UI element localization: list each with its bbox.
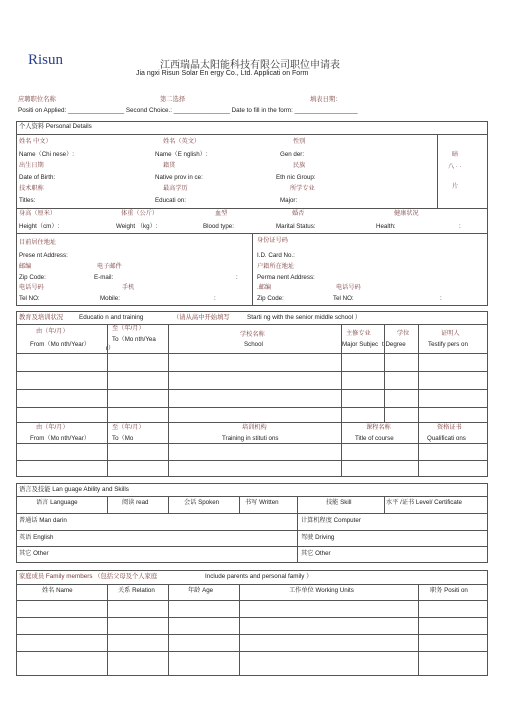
lang-row-mandarin: 普通话 Man darin [19,517,67,524]
train-from-cn: 由（年/月） [36,424,69,431]
field-weight[interactable]: Weight （kg）: [116,223,158,230]
lang-header-language: 语言 Language [36,499,78,506]
skill-row-driving: 驾驶 Driving [301,534,335,541]
label-marital-cn: 婚否 [292,210,305,217]
field-tel2[interactable]: Tel NO: [333,295,354,302]
field-native[interactable]: Native prov in ce: [155,174,203,181]
field-present-address[interactable]: Prese nt Address: [19,252,68,259]
train-to-cn: 至（年/月） [112,424,145,431]
field-permanent-address[interactable]: Perma nent Address: [257,274,315,281]
tel2-colon: : [440,295,442,302]
field-blood[interactable]: Blood type: [203,223,234,230]
field-height[interactable]: Height（cm）: [19,223,60,230]
label-native-cn: 籍贯 [163,162,176,169]
edu-testify-cn: 证明人 [441,330,460,337]
label-health-cn: 健康状况 [394,210,419,217]
field-zip2[interactable]: Zip Code: [257,295,284,302]
label-major-cn: 所学专业 [290,185,315,192]
train-inst-cn: 培训机构 [242,424,267,431]
field-name-chinese[interactable]: Name（Chi nese）: [19,151,75,158]
field-name-english[interactable]: Name（E nglish）: [155,151,208,158]
field-zip[interactable]: Zip Code: [19,274,46,281]
application-line[interactable]: Positi on Applied: ________________ Second Choice.: ________________ Date to fill in the form: __________________ [18,107,358,114]
photo-label-1: 暗 [452,151,459,158]
position-applied-cn: 应聘职位名称 [18,96,56,103]
email-colon: : [236,274,238,281]
fill-date-cn: 填表日期： [310,96,342,103]
form-title-en: Jia ngxi Risun Solar En ergy Co., Ltd. Applicati on Form [136,70,309,77]
lang-row-other: 其它 Other [19,550,49,557]
field-gender[interactable]: Gen der: [280,151,305,158]
field-id-card[interactable]: I.D. Card No.: [257,252,295,259]
label-ethnic-cn: 民族 [293,162,306,169]
edu-major-header: Major Subjec [342,341,379,348]
lang-header-spoken: 会话 Spoken [184,499,220,506]
section-family-en: Include parents and personal family ） [205,573,313,580]
family-header-name: 姓名 Name [42,587,73,594]
family-header-position: 职务 Positi on [430,587,468,594]
section-education-cn: 教育及培训状况 [19,314,64,321]
section-language: 语言及技能 Lan guage Ability and Skills [19,486,129,493]
photo-label-2: 八 · · [448,163,462,170]
train-to-header: To（Mo [112,435,134,442]
label-education-cn: 最高学历 [163,185,188,192]
field-email[interactable]: E-mail: [94,274,114,281]
field-ethnic[interactable]: Eth nic Group: [276,174,316,181]
section-education-en: Educatio n and training [79,314,144,321]
field-marital[interactable]: Marital Status: [276,223,316,230]
lang-header-written: 书写 Written [245,499,279,506]
label-height-cn: 身高（厘米） [19,210,57,217]
train-qual-cn: 资格证书 [437,424,462,431]
label-mobile-cn: 手机 [122,284,135,291]
label-present-cn: 目前居住地址 [19,239,57,246]
label-gender-cn: 性别 [293,138,306,145]
label-title-cn: 技术职称 [19,185,44,192]
field-health[interactable]: Health: [376,223,396,230]
section-family-cn: 家庭成员 Family members （包括父母及个人家庭 [19,573,158,580]
field-major[interactable]: Major: [280,197,298,204]
lang-header-skill: 技能 Skill [326,499,352,506]
edu-to-header: To（Mo nth/Yea [112,336,156,343]
field-tel[interactable]: Tel NO: [19,295,40,302]
edu-from-cn: 由（年/月） [36,328,69,335]
edu-from-header: From（Mo nth/Year） [30,341,90,348]
label-permanent-cn: 户籍所在地址 [257,263,295,270]
label-english-name-cn: 姓名（英文） [163,138,201,145]
family-header-relation: 关系 Relation [118,587,155,594]
label-tel2-cn: 电话号码 [336,284,361,291]
train-qual-header: Qualificati ons [427,435,466,442]
lang-header-level: 水平 /证书 Level/ Certificate [386,499,462,506]
train-from-header: From（Mo nth/Year） [30,435,90,442]
train-course-header: Title of course [355,435,394,442]
train-inst-header: Training in stituti ons [222,435,279,442]
label-id-cn: 身份证号码 [257,237,288,244]
skill-row-computer: 计算机程度 Computer [301,517,361,524]
family-header-age: 年龄 Age [188,587,214,594]
education-note-en: Starti ng with the senior middle school ） [247,314,362,321]
edu-major-cn: 主修专业 [346,330,371,337]
label-blood-cn: 血型 [215,210,228,217]
edu-to-tail: r） [106,345,115,352]
label-weight-cn: 体重（公斤） [121,210,159,217]
label-zip-cn: 邮编 [19,263,32,270]
family-header-work: 工作单位 Working Units [289,587,354,594]
second-choice-cn: 第二选择 [160,96,186,103]
photo-label-3: 片 [452,183,459,190]
label-name-cn: 姓名 中文） [19,138,52,145]
lang-header-read: 阅读 read [122,499,149,506]
edu-testify-header: Testify pers on [428,341,468,348]
section-personal: 个人资料 Personal Details [19,123,92,130]
edu-school-header: School [244,341,263,348]
edu-school-cn: 学校名称 [240,331,265,338]
field-titles[interactable]: Titles: [19,197,36,204]
company-logo: Risun [28,52,64,68]
edu-to-cn: 至（年/月） [112,325,145,332]
edu-degree-cn: 学位 [397,330,410,337]
field-mobile[interactable]: Mobile: [100,295,120,302]
mobile-colon: : [214,295,216,302]
health-colon: : [459,223,461,230]
education-note-cn: （请从高中开始填写 [173,314,230,321]
lang-row-english: 英语 English [19,534,54,541]
label-email-cn: 电子邮件 [97,263,122,270]
field-education[interactable]: Educati on: [155,197,186,204]
field-birth[interactable]: Date of Birth: [19,174,56,181]
skill-row-other: 其它 Other [301,550,331,557]
label-zip2-cn: .邮编 [257,284,272,291]
train-course-cn: 课程名称 [366,424,391,431]
label-birth-cn: 出生日期 [19,162,44,169]
edu-degree-header: t Degree [382,341,406,348]
label-tel-cn: 电话号码 [19,284,44,291]
form-title-cn: 江西瑞晶太阳能科技有限公司职位申请表 [160,60,340,71]
language-table [16,483,488,563]
